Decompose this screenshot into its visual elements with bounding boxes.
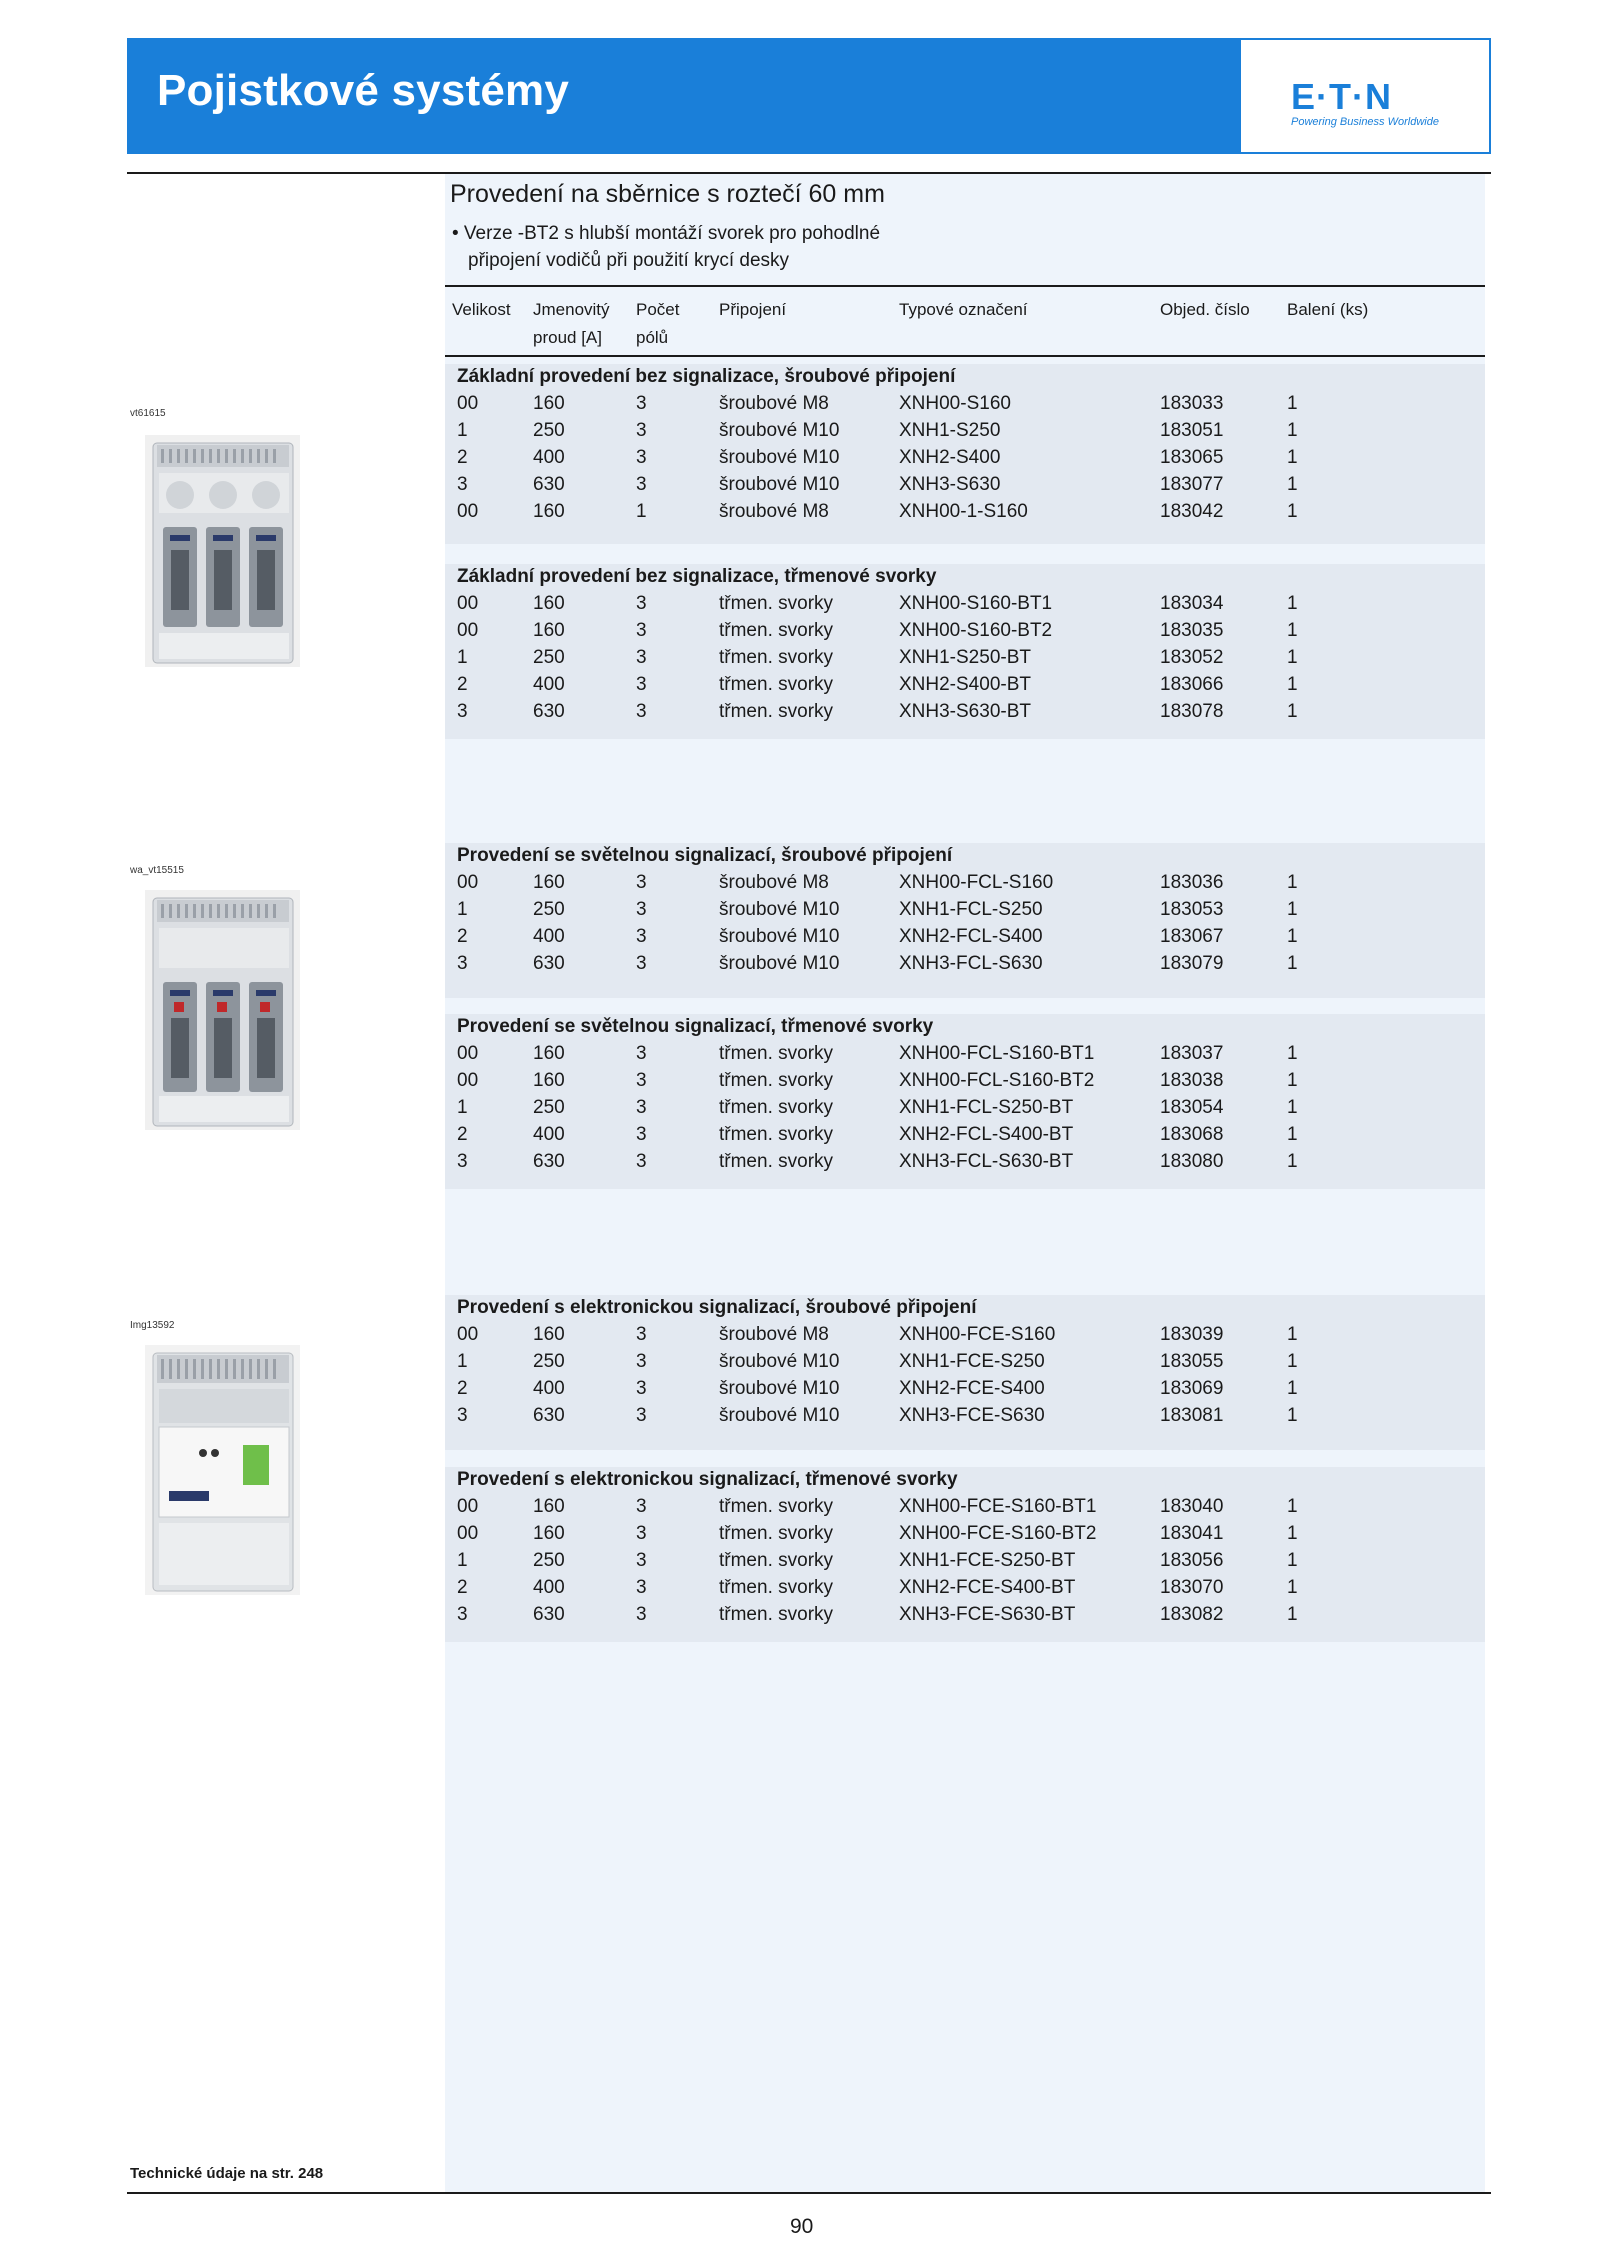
table-cell: 1	[1287, 1405, 1298, 1426]
table-cell: 250	[533, 1550, 565, 1571]
table-cell: 3	[457, 1151, 468, 1172]
table-cell: 1	[1287, 393, 1298, 414]
header-rule-bottom	[445, 355, 1485, 357]
table-cell: 183051	[1160, 420, 1224, 441]
table-cell: 3	[636, 647, 647, 668]
table-cell: 3	[636, 1378, 647, 1399]
table-cell: 1	[1287, 899, 1298, 920]
table-cell: 1	[457, 647, 468, 668]
table-cell: 160	[533, 1496, 565, 1517]
logo-wordmark: E·T·N	[1291, 76, 1392, 117]
table-cell: 183079	[1160, 953, 1224, 974]
table-cell: 3	[636, 1151, 647, 1172]
table-cell: 160	[533, 872, 565, 893]
table-cell: 183080	[1160, 1151, 1224, 1172]
table-cell: 3	[636, 620, 647, 641]
table-cell: XNH00-FCE-S160-BT2	[899, 1523, 1097, 1544]
table-cell: 160	[533, 593, 565, 614]
table-cell: 250	[533, 899, 565, 920]
table-cell: XNH3-FCE-S630-BT	[899, 1604, 1076, 1625]
table-cell: 2	[457, 1577, 468, 1598]
table-cell: 3	[457, 701, 468, 722]
table-cell: 183081	[1160, 1405, 1224, 1426]
table-cell: 3	[636, 1405, 647, 1426]
table-cell: 160	[533, 1043, 565, 1064]
table-cell: 400	[533, 1124, 565, 1145]
table-cell: XNH2-FCE-S400	[899, 1378, 1045, 1399]
table-cell: 1	[1287, 1324, 1298, 1345]
table-cell: 3	[636, 1577, 647, 1598]
table-cell: 183065	[1160, 447, 1224, 468]
table-cell: 250	[533, 647, 565, 668]
table-cell: 00	[457, 1496, 479, 1517]
table-cell: 183036	[1160, 872, 1224, 893]
table-cell: 1	[457, 1351, 468, 1372]
section-note-line-1: • Verze -BT2 s hlubší montáží svorek pro pohodlné	[452, 223, 881, 244]
table-cell: třmen. svorky	[719, 1577, 834, 1598]
product-image-basic	[145, 435, 305, 670]
table-cell: 3	[457, 474, 468, 495]
header-rule-top	[445, 285, 1485, 287]
table-cell: 3	[636, 1043, 647, 1064]
col-connection: Připojení	[719, 300, 787, 319]
table-cell: XNH00-FCL-S160-BT1	[899, 1043, 1095, 1064]
product-image-electronic-signal	[145, 1345, 305, 1600]
table-cell: třmen. svorky	[719, 1151, 834, 1172]
table-cell: šroubové M10	[719, 926, 840, 947]
table-cell: 630	[533, 701, 565, 722]
table-row	[0, 393, 1600, 420]
eaton-logo	[1241, 40, 1489, 152]
table-cell: XNH1-FCE-S250-BT	[899, 1550, 1076, 1571]
table-cell: třmen. svorky	[719, 701, 834, 722]
table-cell: 160	[533, 1324, 565, 1345]
table-cell: 3	[636, 420, 647, 441]
table-cell: XNH2-FCL-S400-BT	[899, 1124, 1074, 1145]
table-cell: šroubové M10	[719, 420, 840, 441]
header-band	[127, 38, 1491, 154]
table-cell: XNH1-FCL-S250	[899, 899, 1043, 920]
table-cell: 1	[1287, 926, 1298, 947]
table-cell: XNH1-S250-BT	[899, 647, 1031, 668]
table-cell: 3	[636, 953, 647, 974]
group-title: Provedení se světelnou signalizací, šroubové připojení	[457, 845, 953, 866]
table-cell: 3	[636, 899, 647, 920]
bottom-rule	[127, 2192, 1491, 2194]
table-cell: 3	[636, 447, 647, 468]
page-number: 90	[790, 2215, 814, 2238]
table-cell: třmen. svorky	[719, 1043, 834, 1064]
table-cell: 183038	[1160, 1070, 1224, 1091]
table-cell: 3	[636, 1550, 647, 1571]
table-cell: 1	[1287, 1378, 1298, 1399]
table-row	[0, 1151, 1600, 1178]
table-cell: 3	[636, 1604, 647, 1625]
table-cell: 630	[533, 1405, 565, 1426]
table-row	[0, 701, 1600, 728]
table-cell: 3	[636, 701, 647, 722]
table-cell: 183052	[1160, 647, 1224, 668]
table-cell: šroubové M8	[719, 393, 829, 414]
table-cell: 250	[533, 420, 565, 441]
table-cell: 1	[1287, 1124, 1298, 1145]
table-cell: 2	[457, 926, 468, 947]
table-cell: XNH00-FCL-S160-BT2	[899, 1070, 1095, 1091]
table-cell: 3	[636, 1124, 647, 1145]
table-cell: 1	[1287, 1351, 1298, 1372]
table-cell: 1	[1287, 1550, 1298, 1571]
table-cell: 3	[636, 1523, 647, 1544]
table-cell: 3	[636, 674, 647, 695]
table-cell: XNH2-S400	[899, 447, 1001, 468]
table-cell: šroubové M8	[719, 872, 829, 893]
table-cell: XNH00-S160-BT1	[899, 593, 1053, 614]
table-cell: XNH3-FCL-S630-BT	[899, 1151, 1074, 1172]
table-cell: XNH3-S630	[899, 474, 1001, 495]
table-cell: 3	[636, 1351, 647, 1372]
table-cell: XNH00-1-S160	[899, 501, 1028, 522]
table-cell: 183055	[1160, 1351, 1224, 1372]
table-cell: 630	[533, 953, 565, 974]
table-cell: třmen. svorky	[719, 1097, 834, 1118]
table-cell: 183037	[1160, 1043, 1224, 1064]
table-cell: 183042	[1160, 501, 1224, 522]
image-code-3: Img13592	[130, 1320, 175, 1331]
table-cell: třmen. svorky	[719, 593, 834, 614]
table-cell: 1	[1287, 474, 1298, 495]
col-order: Objed. číslo	[1160, 300, 1250, 319]
table-cell: třmen. svorky	[719, 1496, 834, 1517]
table-cell: třmen. svorky	[719, 1550, 834, 1571]
table-cell: 1	[1287, 1070, 1298, 1091]
table-cell: XNH1-S250	[899, 420, 1001, 441]
col-type: Typové označení	[899, 300, 1028, 319]
table-cell: 183069	[1160, 1378, 1224, 1399]
table-cell: šroubové M8	[719, 1324, 829, 1345]
table-cell: 250	[533, 1351, 565, 1372]
group-title: Provedení se světelnou signalizací, třmenové svorky	[457, 1016, 934, 1037]
table-cell: XNH2-FCL-S400	[899, 926, 1043, 947]
group-title: Provedení s elektronickou signalizací, šroubové připojení	[457, 1297, 977, 1318]
table-cell: 160	[533, 620, 565, 641]
col-current: Jmenovitý proud [A]	[533, 300, 610, 347]
table-cell: XNH1-FCL-S250-BT	[899, 1097, 1074, 1118]
col-poles: Počet pólů	[636, 300, 680, 347]
table-cell: XNH00-FCE-S160-BT1	[899, 1496, 1097, 1517]
table-cell: 00	[457, 1523, 479, 1544]
section-note	[452, 220, 880, 274]
table-cell: 183039	[1160, 1324, 1224, 1345]
table-cell: třmen. svorky	[719, 620, 834, 641]
table-cell: 400	[533, 1378, 565, 1399]
table-cell: 1	[1287, 1577, 1298, 1598]
table-cell: šroubové M10	[719, 1378, 840, 1399]
table-cell: 1	[1287, 593, 1298, 614]
table-cell: šroubové M10	[719, 1351, 840, 1372]
table-cell: 160	[533, 1523, 565, 1544]
table-cell: 250	[533, 1097, 565, 1118]
table-cell: 1	[1287, 447, 1298, 468]
table-cell: 400	[533, 926, 565, 947]
table-cell: 2	[457, 1378, 468, 1399]
table-cell: 2	[457, 447, 468, 468]
table-cell: 00	[457, 501, 479, 522]
table-cell: XNH3-S630-BT	[899, 701, 1031, 722]
table-cell: 183040	[1160, 1496, 1224, 1517]
table-cell: 1	[1287, 872, 1298, 893]
table-cell: 1	[1287, 420, 1298, 441]
table-cell: 1	[1287, 1151, 1298, 1172]
table-cell: 3	[636, 393, 647, 414]
table-cell: XNH00-S160	[899, 393, 1011, 414]
table-cell: 160	[533, 393, 565, 414]
table-cell: 2	[457, 1124, 468, 1145]
table-cell: 160	[533, 1070, 565, 1091]
footer-note: Technické údaje na str. 248	[130, 2165, 324, 2182]
col-size: Velikost	[452, 300, 511, 319]
table-cell: 630	[533, 1604, 565, 1625]
table-cell: 183067	[1160, 926, 1224, 947]
table-cell: 183078	[1160, 701, 1224, 722]
table-cell: 00	[457, 593, 479, 614]
table-cell: 00	[457, 1070, 479, 1091]
table-cell: 1	[1287, 501, 1298, 522]
table-cell: 183056	[1160, 1550, 1224, 1571]
table-cell: 3	[636, 1324, 647, 1345]
table-cell: XNH3-FCL-S630	[899, 953, 1043, 974]
table-cell: 1	[1287, 1043, 1298, 1064]
table-cell: 1	[457, 1550, 468, 1571]
table-cell: 1	[1287, 1097, 1298, 1118]
table-cell: 1	[1287, 953, 1298, 974]
table-cell: 00	[457, 393, 479, 414]
table-cell: 183054	[1160, 1097, 1224, 1118]
table-cell: 1	[1287, 701, 1298, 722]
table-cell: 3	[636, 1070, 647, 1091]
logo-tagline: Powering Business Worldwide	[1291, 116, 1439, 128]
table-cell: 1	[457, 899, 468, 920]
section-note-line-2: připojení vodičů při použití krycí desky	[468, 250, 790, 271]
table-cell: 400	[533, 1577, 565, 1598]
table-cell: XNH3-FCE-S630	[899, 1405, 1045, 1426]
table-cell: 00	[457, 1324, 479, 1345]
image-code-1: vt61615	[130, 408, 166, 419]
table-cell: 3	[457, 953, 468, 974]
section-title: Provedení na sběrnice s roztečí 60 mm	[450, 180, 885, 208]
table-row	[0, 674, 1600, 701]
table-cell: 1	[1287, 674, 1298, 695]
table-cell: XNH00-FCE-S160	[899, 1324, 1056, 1345]
table-cell: 1	[457, 420, 468, 441]
page-title: Pojistkové systémy	[157, 66, 570, 115]
table-cell: 1	[1287, 1523, 1298, 1544]
table-cell: 3	[457, 1405, 468, 1426]
table-cell: XNH2-S400-BT	[899, 674, 1031, 695]
table-cell: 183070	[1160, 1577, 1224, 1598]
table-cell: XNH2-FCE-S400-BT	[899, 1577, 1076, 1598]
table-cell: 400	[533, 447, 565, 468]
table-cell: 1	[1287, 1496, 1298, 1517]
table-cell: 1	[457, 1097, 468, 1118]
table-cell: 3	[636, 1496, 647, 1517]
group-title: Základní provedení bez signalizace, třmenové svorky	[457, 566, 937, 587]
table-cell: 630	[533, 474, 565, 495]
table-cell: 183033	[1160, 393, 1224, 414]
table-cell: třmen. svorky	[719, 1604, 834, 1625]
table-cell: 630	[533, 1151, 565, 1172]
table-cell: 400	[533, 674, 565, 695]
table-cell: 3	[457, 1604, 468, 1625]
table-cell: 183034	[1160, 593, 1224, 614]
table-cell: 2	[457, 674, 468, 695]
table-cell: 160	[533, 501, 565, 522]
table-cell: třmen. svorky	[719, 1124, 834, 1145]
table-cell: 00	[457, 872, 479, 893]
table-cell: 1	[636, 501, 647, 522]
table-cell: 183035	[1160, 620, 1224, 641]
table-cell: 3	[636, 872, 647, 893]
table-cell: šroubové M10	[719, 447, 840, 468]
table-cell: třmen. svorky	[719, 1523, 834, 1544]
table-cell: šroubové M8	[719, 501, 829, 522]
table-cell: třmen. svorky	[719, 647, 834, 668]
table-cell: 1	[1287, 647, 1298, 668]
table-cell: 3	[636, 926, 647, 947]
table-cell: šroubové M10	[719, 899, 840, 920]
table-cell: 3	[636, 1097, 647, 1118]
table-cell: 183053	[1160, 899, 1224, 920]
group-title: Základní provedení bez signalizace, šroubové připojení	[457, 366, 956, 387]
product-image-light-signal	[145, 890, 305, 1135]
table-cell: XNH1-FCE-S250	[899, 1351, 1045, 1372]
table-cell: 183068	[1160, 1124, 1224, 1145]
table-cell: třmen. svorky	[719, 1070, 834, 1091]
table-cell: 3	[636, 593, 647, 614]
table-cell: 1	[1287, 620, 1298, 641]
table-cell: 3	[636, 474, 647, 495]
table-cell: třmen. svorky	[719, 674, 834, 695]
table-cell: šroubové M10	[719, 474, 840, 495]
table-cell: XNH00-S160-BT2	[899, 620, 1053, 641]
table-row	[0, 1604, 1600, 1631]
table-cell: 183041	[1160, 1523, 1224, 1544]
table-cell: 00	[457, 1043, 479, 1064]
table-cell: 183082	[1160, 1604, 1224, 1625]
group-title: Provedení s elektronickou signalizací, třmenové svorky	[457, 1469, 958, 1490]
table-cell: šroubové M10	[719, 953, 840, 974]
table-cell: šroubové M10	[719, 1405, 840, 1426]
table-cell: 183077	[1160, 474, 1224, 495]
table-cell: 1	[1287, 1604, 1298, 1625]
col-pack: Balení (ks)	[1287, 300, 1369, 319]
table-cell: XNH00-FCL-S160	[899, 872, 1054, 893]
table-cell: 183066	[1160, 674, 1224, 695]
table-cell: 00	[457, 620, 479, 641]
image-code-2: wa_vt15515	[130, 865, 184, 876]
